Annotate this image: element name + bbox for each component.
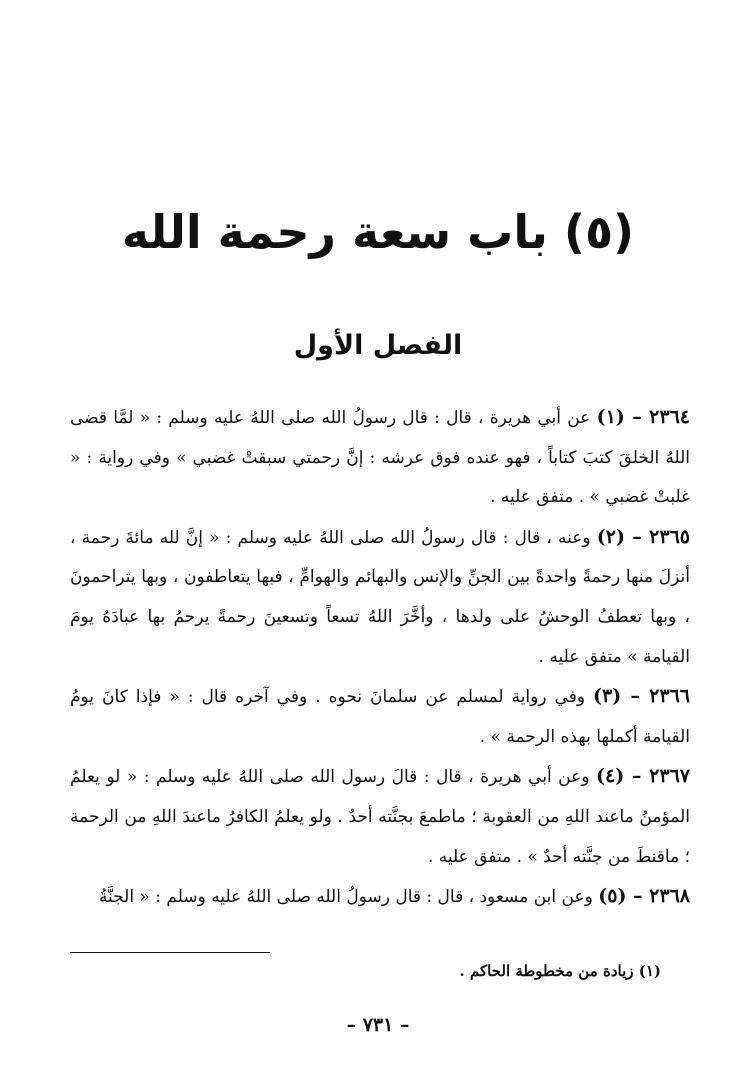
footnote: (١) زيادة من مخطوطة الحاكم .	[459, 962, 661, 980]
hadith-text: وفي رواية لمسلم عن سلمانَ نحوه . وفي آخره قال : « فإذا كانَ يومُ القيامة أكملها بهذه الرحمة » .	[70, 687, 690, 747]
hadith-number: ٢٣٦٧ – (٤)	[596, 765, 690, 788]
section-title: الفصل الأول	[293, 330, 463, 361]
hadith-text: عن أبي هريرة ، قال : قال رسولُ الله صلى اللهُ عليه وسلم : « لمَّا قضى اللهُ الخلقَ كتبَ كتاباً ، فهو عنده فوق عرشه : إنَّ رحمتي سبقتْ غضبي » وفي رواية : « غلبتْ غضبي » . متفق عليه .	[70, 408, 690, 508]
hadith-2367	[70, 757, 690, 877]
hadith-number: ٢٣٦٨ – (٥)	[598, 885, 690, 908]
hadith-number: ٢٣٦٦ – (٣)	[593, 685, 690, 708]
hadith-2368	[70, 877, 690, 918]
chapter-title: (٥) باب سعة رحمة الله	[121, 205, 635, 259]
hadith-2366	[70, 677, 690, 757]
hadith-number: ٢٣٦٤ – (١)	[596, 406, 690, 428]
hadith-text: وعنه ، قال : قال رسولُ الله صلى اللهُ عليه وسلم : « إنَّ لله مائةَ رحمة ، أنزلَ منها رحمةً واحدةً بين الجنِّ والإنس والبهائم والهوامِّ ، فبها يتعاطفون ، وبها يتراحمونَ ، وبها تعطفُ الوحشُ على ولدها ، وأخَّرَ اللهُ تسعاً وتسعينَ رحمةً يرحمُ بها عبادَهُ يومَ القيامة » متفق عليه .	[70, 527, 690, 667]
hadith-text: وعن أبي هريرة ، قال : قالَ رسول الله صلى اللهُ عليه وسلم : « لو يعلمُ المؤمنُ ماعند اللهِ من العقوبة ؛ ماطمعَ بجنَّته أحدٌ . ولو يعلمُ الكافرُ ماعندَ اللهِ من الرحمة ؛ ماقنطَ من جنَّته أحدٌ » . متفق عليه .	[70, 767, 690, 867]
hadith-text: وعن ابن مسعود ، قال : قال رسولُ الله صلى اللهُ عليه وسلم : « الجنَّةُ	[98, 887, 593, 908]
hadith-2364	[70, 398, 690, 518]
footnote-divider	[70, 952, 270, 953]
hadith-number: ٢٣٦٥ – (٢)	[596, 525, 690, 548]
hadith-2365	[70, 518, 690, 677]
hadith-list	[70, 398, 690, 918]
page-number: – ٧٣١ –	[346, 1014, 410, 1036]
